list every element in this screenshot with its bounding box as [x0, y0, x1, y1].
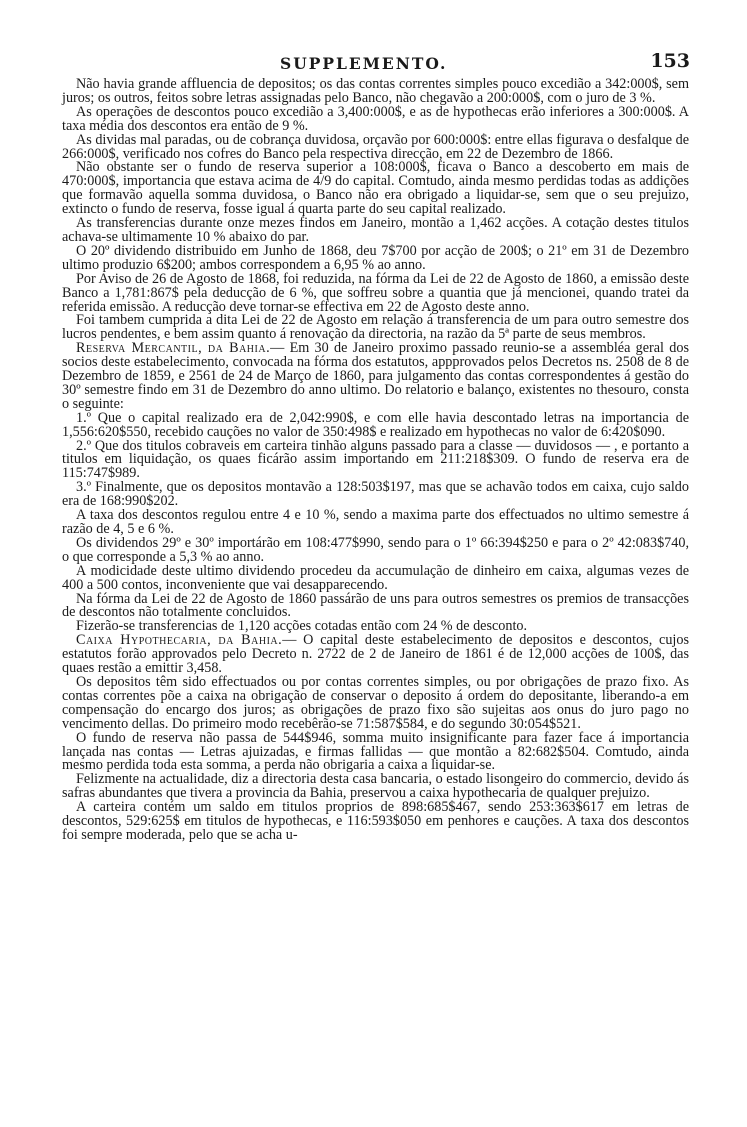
paragraph: Na fórma da Lei de 22 de Agosto de 1860 passárão de uns para outros semestres os premios de transacções de descontos não totalmente concluidos.	[62, 590, 689, 621]
paragraph: A carteira contém um saldo em titulos proprios de 898:685$467, sendo 253:363$617 em letras de descontos, 529:625$ em titulos de hypothecas, e 116:593$050 em penhores e cauções. A taxa dos descontos foi sempre moderada, pelo que se acha u-	[62, 799, 689, 843]
section-heading: Caixa Hypothecaria, da Bahia.	[76, 632, 283, 649]
paragraph: As dividas mal paradas, ou de cobrança duvidosa, orçavão por 600:000$: entre ellas figurava o desfalque de 266:000$, verificado nos cofres do Banco pela respectiva direcção, em 22 de Dezembro de 1866.	[62, 131, 690, 162]
paragraph: Felizmente na actualidade, diz a directoria desta casa bancaria, o estado lisongeiro do commercio, devido ás safras abundantes que tivera a provincia da Bahia, preservou a caixa hypothecaria de qualquer prejuizo.	[62, 771, 689, 802]
paragraph: 2.º Que dos titulos cobraveis em carteira tinhão alguns passado para a classe — duvidosos — , e portanto a titulos em liquidação, os quaes ficárão assim importando em 211:218$309. O fundo de reserva era de 115:747$989.	[62, 437, 689, 482]
paragraph: Por Aviso de 26 de Agosto de 1868, foi reduzida, na fórma da Lei de 22 de Agosto de 1860, a emissão deste Banco a 1,781:867$ pela deducção de 6 %, que soffreu sobre a quantia que já mencionei, quando tratei da referida emissão. A reducção deve tornar-se effectiva em 22 de Agosto deste anno.	[62, 270, 689, 315]
paragraph: O 20º dividendo distribuido em Junho de 1868, deu 7$700 por acção de 200$; o 21º em 31 de Dezembro ultimo produzio 6$200; ambos correspondem a 6,95 % ao anno.	[62, 242, 689, 273]
paragraph: Fizerão-se transferencias de 1,120 acções cotadas então com 24 % de desconto.	[76, 618, 528, 635]
page-number: 153	[650, 50, 690, 72]
section-heading: Reserva Mercantil, da Bahia.	[76, 340, 271, 357]
paragraph: As transferencias durante onze mezes findos em Janeiro, montão a 1,462 acções. A cotação destes titulos achava-se ultimamente 10 % abaixo do par.	[62, 215, 689, 245]
running-title: SUPPLEMENTO.	[280, 54, 448, 73]
paragraph: Caixa Hypothecaria, da Bahia.— O capital deste estabelecimento de depositos e descontos, cujos estatutos forão approvados pelo Decreto n. 2722 de 2 de Janeiro de 1861 é de 12,000 acções de 100$, das quaes restão a emittir 3,458.	[62, 632, 689, 677]
paragraph: 3.º Finalmente, que os depositos montavão a 128:503$197, mas que se achavão todos em caixa, cujo saldo era de 168:990$202.	[62, 479, 689, 510]
paragraph: Os dividendos 29º e 30º importárão em 108:477$990, sendo para o 1º 66:394$250 e para o 2º 42:083$740, o que corresponde a 5,3 % ao anno.	[62, 534, 689, 565]
paragraph: As operações de descontos pouco excedião a 3,400:000$, e as de hypothecas erão inferiores a 300:000$. A taxa média dos descontos era então de 9 %.	[62, 103, 689, 134]
paragraph: A taxa dos descontos regulou entre 4 e 10 %, sendo a maxima parte dos effectuados no ultimo semestre á razão de 4, 5 e 6 %.	[62, 507, 689, 537]
paragraph: O fundo de reserva não passa de 544$946, somma muito insignificante para fazer face á importancia lançada nas contas — Letras ajuizadas, e firmas fallidas — que montão a 82:682$504. Comtudo, ainda mesmo perdida toda esta somma, a perda não obrigaria a caixa a liquidar-se.	[62, 729, 689, 774]
paragraph: Reserva Mercantil, da Bahia.— Em 30 de Janeiro proximo passado reunio-se a assembléa geral dos socios deste estabelecimento, convocada na fórma dos estatutos, appprovados pelos Decretos ns. 2508 de 8 de Dezembro de 1859, e 2561 de 24 de Março de 1860, para julgamento das contas correspondentes á gestão do 30º semestre findo em 31 de Dezembro do anno ultimo. Do relatorio e balanço, existentes no thesouro, consta o seguinte:	[62, 340, 689, 412]
paragraph: Não obstante ser o fundo de reserva superior a 108:000$, ficava o Banco a descoberto em mais de 470:000$, importancia que estava acima de 4/9 do capital. Comtudo, ainda mesmo perdidas todas as addições que formavão aquella somma duvidosa, o Banco não era obrigado a liquidar-se, sem que o seu prejuizo, extincto o fundo de reserva, fosse igual á quarta parte do seu capital realizado.	[62, 159, 689, 218]
paragraph: Os depositos têm sido effectuados ou por contas correntes simples, ou por obrigações de prazo fixo. As contas correntes põe a caixa na obrigação de conservar o deposito á ordem do depositante, liberando-a em compensação do encargo dos juros; as obrigações de prazo fixo são sujeitas aos onus do juro pago no vencimento dellas. Do primeiro modo recebêrão-se 71:587$584, e do segundo 30:054$521.	[62, 673, 689, 732]
page-header	[62, 48, 689, 78]
paragraph: Não havia grande affluencia de depositos; os das contas correntes simples pouco excedião a 342:000$, sem juros; os outros, feitos sobre letras assignadas pelo Banco, não chegavão a 200:000$, com o juro de 3 %.	[62, 76, 689, 106]
body-text	[62, 78, 689, 843]
paragraph: 1.º Que o capital realizado era de 2,042:990$, e com elle havia descontado letras na importancia de 1,556:620$550, recebido cauções no valor de 350:498$ e realizado em hypothecas no valor de 6:420$090.	[62, 409, 689, 440]
paragraph: A modicidade deste ultimo dividendo procedeu da accumulação de dinheiro em caixa, algumas vezes de 400 a 500 contos, inconveniente que vai desapparecendo.	[62, 562, 689, 593]
paragraph: Foi tambem cumprida a dita Lei de 22 de Agosto em relação á transferencia de um para outro semestre dos lucros pendentes, e bem assim quanto á renovação da directoria, na razão da 5ª parte de seus membros.	[62, 312, 689, 343]
